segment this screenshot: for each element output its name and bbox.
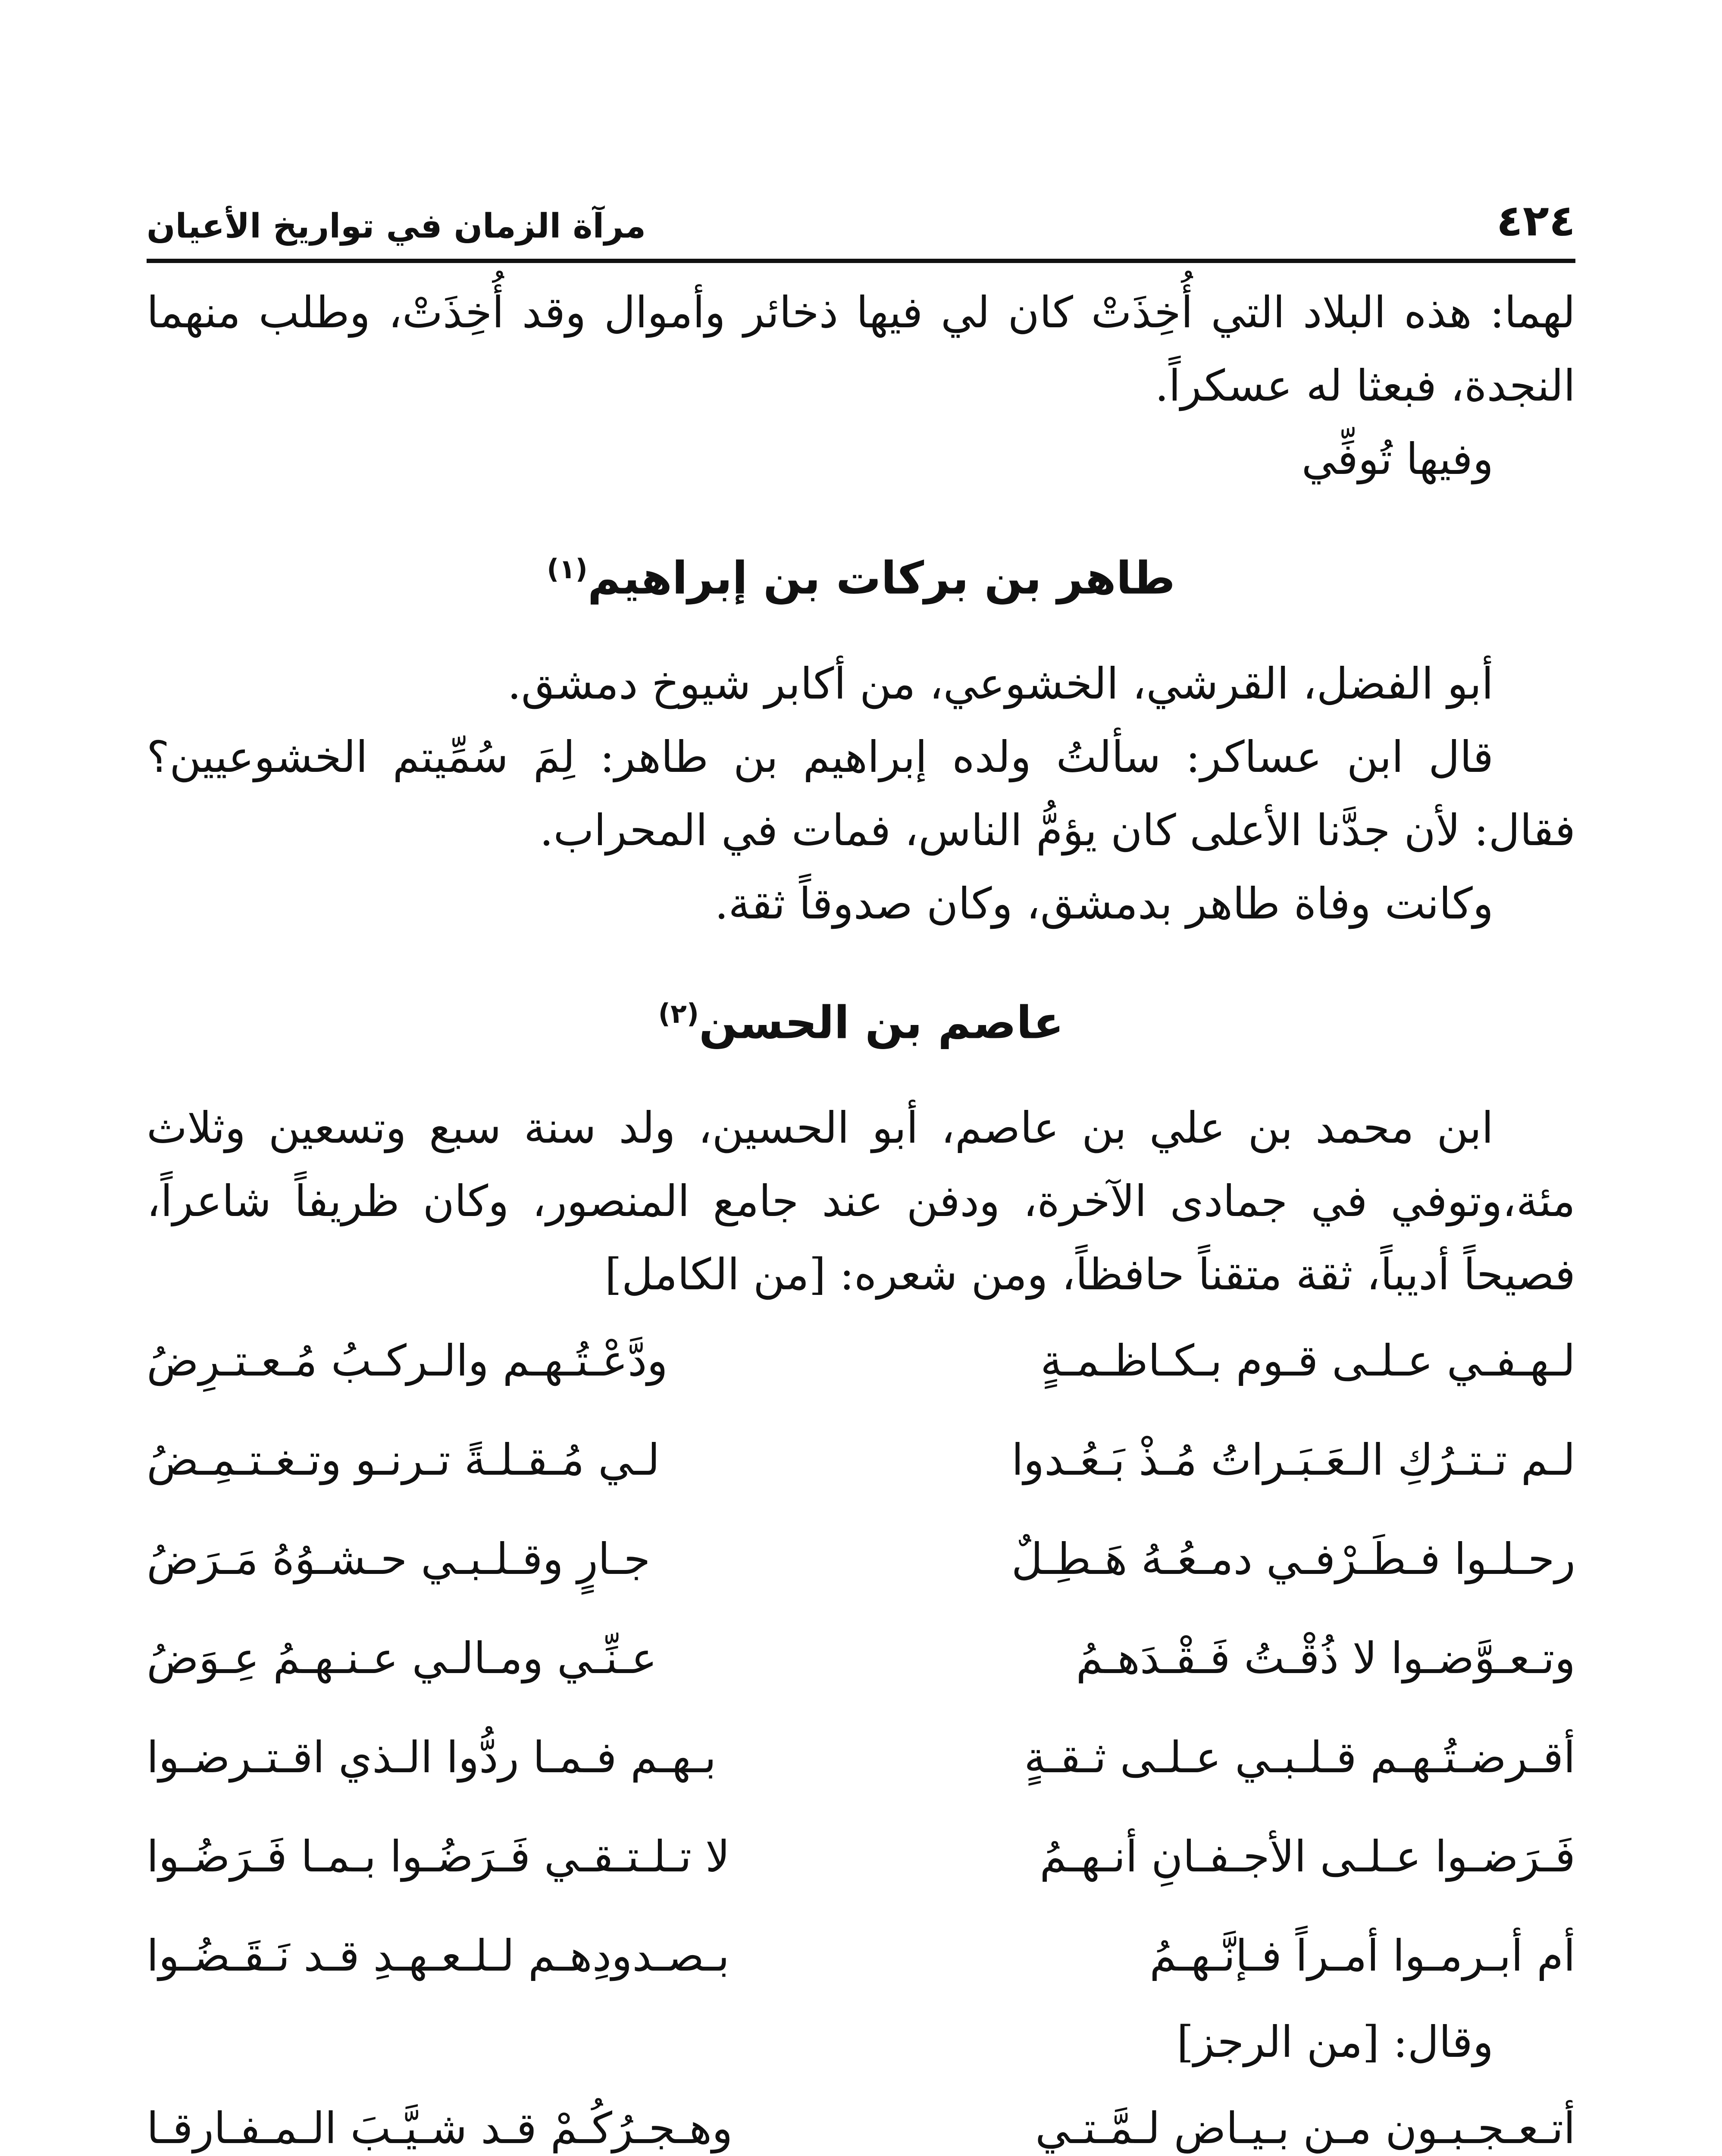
- intro-death-note: وفيها تُوفِّي: [1301, 434, 1493, 484]
- verse-line: [147, 1311, 1575, 1410]
- hemistich-second: لـي مُـقـلـةً تـرنـو وتـغـتـمِـضُ: [147, 1435, 660, 1485]
- running-title: مرآة الزمان في تواريخ الأعيان: [147, 207, 646, 246]
- hemistich-second: عـنِّـي ومـالـي عـنـهـمُ عِـوَضُ: [147, 1633, 657, 1684]
- paragraph: ابن محمد بن علي بن عاصم، أبو الحسين، ولد سنة سبع وتسعين وثلاث مئة،وتوفي في جمادى الآخرة، ودفن عند جامع المنصور، وكان ظريفاً شاعراً، فصيحاً أديباً، ثقة متقناً حافظاً، ومن شعره: [من الكامل]: [147, 1103, 1575, 1300]
- hemistich-second: جـارٍ وقـلـبـي حـشـوُهُ مَـرَضُ: [147, 1534, 651, 1585]
- hemistich-first: لـهـفـي عـلـى قـوم بـكـاظـمـةٍ: [1040, 1335, 1575, 1386]
- hemistich-second: وهـجـرُكُـمْ قـد شـيَّـبَ الـمـفـارقـا: [147, 2103, 733, 2154]
- hemistich-first: أقـرضـتُـهـم قـلـبـي عـلـى ثـقـةٍ: [1024, 1732, 1575, 1783]
- verse-line: [147, 2079, 1575, 2156]
- hemistich-first: أتـعـجـبـون مـن بـيـاض لـمَّـتـي: [1035, 2103, 1575, 2154]
- section-heading-asim: [147, 975, 1575, 1062]
- paragraph: أبو الفضل، القرشي، الخشوعي، من أكابر شيوخ دمشق.: [507, 658, 1493, 709]
- verse-line: [147, 1609, 1575, 1708]
- hemistich-first: وتـعـوَّضـوا لا ذُقْـتُ فَـقْـدَهـمُ: [1076, 1633, 1575, 1684]
- hemistich-second: ودَّعْـتُـهـم والـركـبُ مُـعـتـرِضُ: [147, 1335, 668, 1386]
- footnote-ref: (٢): [658, 997, 699, 1029]
- section-heading-taher: [147, 530, 1575, 617]
- page-number: ٤٢٤: [1496, 195, 1575, 246]
- verse-line: [147, 1906, 1575, 2006]
- hemistich-second: لا تـلـتـقـي فَـرَضُـوا بـمـا فَـرَضُـوا: [147, 1831, 730, 1882]
- page-body: [147, 276, 1575, 2156]
- paragraph: وكانت وفاة طاهر بدمشق، وكان صدوقاً ثقة.: [714, 878, 1493, 929]
- hemistich-first: أم أبـرمـوا أمـراً فـإنَّـهـمُ: [1149, 1930, 1575, 1981]
- section-heading-text: عاصم بن الحسن: [699, 996, 1064, 1049]
- verse-line: [147, 1410, 1575, 1510]
- hemistich-first: فَـرَضـوا عـلـى الأجـفـانِ أنـهـمُ: [1039, 1831, 1575, 1882]
- hemistich-second: بـصـدودِهـم لـلـعـهـدِ قـد نَـقَـضُـوا: [147, 1930, 730, 1981]
- page-header: [147, 168, 1575, 263]
- hemistich-first: رحـلـوا فـطَـرْفـي دمـعُـهُ هَـطِـلٌ: [1011, 1534, 1575, 1585]
- paragraph: قال ابن عساكر: سألتُ ولده إبراهيم بن طاهر: لِمَ سُمِّيتم الخشوعيين؟ فقال: لأن جدَّنا الأعلى كان يؤمُّ الناس، فمات في المحراب.: [147, 731, 1575, 856]
- footnote-ref: (١): [547, 553, 588, 585]
- intro-paragraph: لهما: هذه البلاد التي أُخِذَتْ كان لي فيها ذخائر وأموال وقد أُخِذَتْ، وطلب منهما النجدة، فبعثا له عسكراً.: [147, 287, 1575, 411]
- verse-line: [147, 1708, 1575, 1807]
- hemistich-first: لـم تـتـرُكِ الـعَـبَـراتُ مُـذْ بَـعُـدوا: [1011, 1435, 1575, 1485]
- verse-line: [147, 1807, 1575, 1906]
- section-heading-text: طاهر بن بركات بن إبراهيم: [587, 552, 1175, 605]
- poem-kamil: [147, 1311, 1575, 2006]
- poem-intro: وقال: [من الرجز]: [1177, 2017, 1493, 2068]
- hemistich-second: بـهـم فـمـا ردُّوا الـذي اقـتـرضـوا: [147, 1732, 717, 1783]
- verse-line: [147, 1510, 1575, 1609]
